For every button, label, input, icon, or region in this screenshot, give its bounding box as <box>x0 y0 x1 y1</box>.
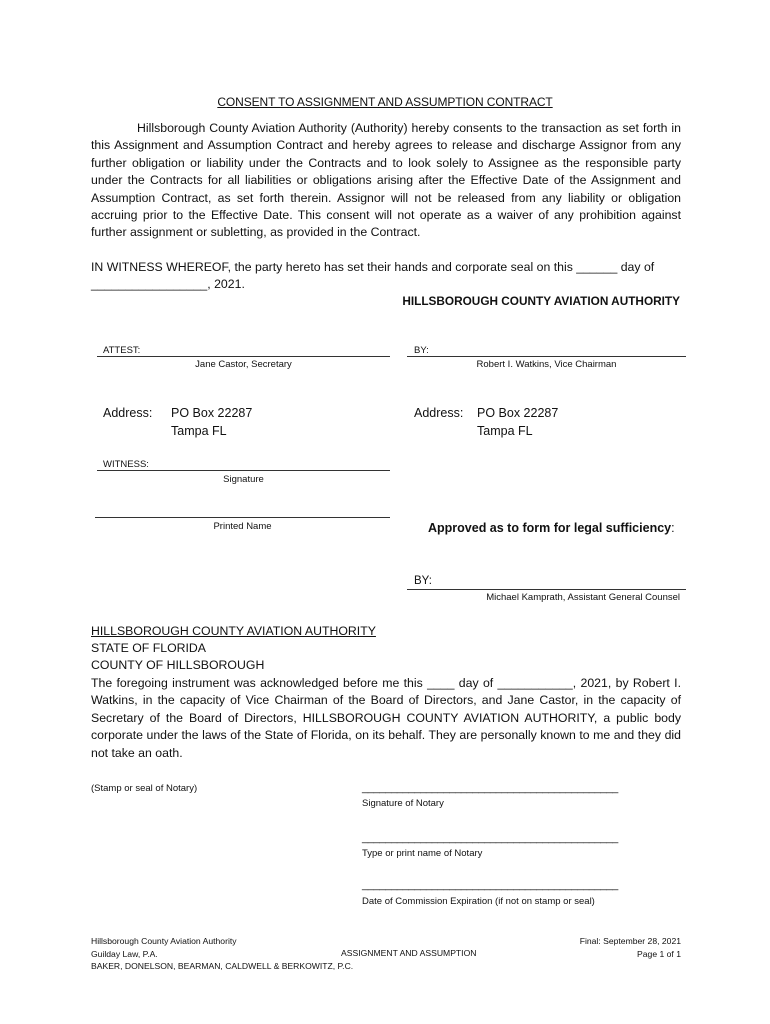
attest-name: Jane Castor, Secretary <box>195 359 292 370</box>
approved-as-to-form <box>428 521 675 535</box>
footer-left-line2: Guilday Law, P.A. <box>91 948 158 959</box>
witness-label: WITNESS: <box>103 459 149 470</box>
attest-signature-line <box>97 356 390 357</box>
by-label: BY: <box>414 345 429 356</box>
footer-center: ASSIGNMENT AND ASSUMPTION <box>341 948 477 958</box>
right-address-line2: Tampa FL <box>477 424 533 438</box>
notary-name-caption: Type or print name of Notary <box>362 848 483 859</box>
notary-county: COUNTY OF HILLSBOROUGH <box>91 658 265 672</box>
notary-state: STATE OF FLORIDA <box>91 641 207 655</box>
consent-paragraph <box>91 120 681 242</box>
footer-right-line1: Final: September 28, 2021 <box>579 936 681 946</box>
counsel-by-label: BY: <box>414 575 432 587</box>
attest-label: ATTEST: <box>103 345 141 356</box>
footer-left <box>91 935 353 973</box>
notary-name-blank: ____________________________________________ <box>362 832 618 844</box>
authority-name: HILLSBOROUGH COUNTY AVIATION AUTHORITY <box>402 294 680 308</box>
counsel-signature-line <box>407 589 686 590</box>
witness-signature-line <box>97 470 390 471</box>
left-address-label: Address: <box>103 406 153 420</box>
notary-signature-caption: Signature of Notary <box>362 798 444 809</box>
printed-name-line <box>95 517 390 518</box>
by-name: Robert I. Watkins, Vice Chairman <box>476 359 617 370</box>
notary-stamp-label: (Stamp or seal of Notary) <box>91 783 198 794</box>
footer-left-line1: Hillsborough County Aviation Authority <box>91 936 237 946</box>
approved-text: Approved as to form for legal sufficiency <box>428 521 672 535</box>
footer-left-line3: BAKER, DONELSON, BEARMAN, CALDWELL & BERKOWITZ, P.C. <box>91 961 354 971</box>
left-address-line1: PO Box 22287 <box>171 406 253 420</box>
witness-signature-caption: Signature <box>223 474 264 485</box>
right-address-line1: PO Box 22287 <box>477 406 559 420</box>
counsel-name: Michael Kamprath, Assistant General Counsel <box>486 592 680 603</box>
left-address-line2: Tampa FL <box>171 424 227 438</box>
witness-clause: IN WITNESS WHEREOF, the party hereto has set their hands and corporate seal on this ______ day of _________________, 2021. <box>91 260 655 292</box>
document-title: CONSENT TO ASSIGNMENT AND ASSUMPTION CONTRACT <box>217 95 553 109</box>
notary-expiration-caption: Date of Commission Expiration (if not on stamp or seal) <box>362 896 595 907</box>
by-signature-line <box>407 356 686 357</box>
notary-acknowledgment: The foregoing instrument was acknowledged before me this ____ day of ___________, 2021, by Robert I. Watkins, in the capacity of Vice Chairman of the Board of Directors, and Jane Castor, in the capacity of Secretary of the Board of Directors, HILLSBOROUGH COUNTY AVIATION AUTHORITY, a public body corporate under the laws of the State of Florida, on its behalf. They are personally known to me and they did not take an oath. <box>91 676 681 760</box>
footer-right <box>580 935 681 960</box>
notary-signature-blank: ____________________________________________ <box>362 782 618 794</box>
notary-expiration-blank: ____________________________________________ <box>362 879 618 891</box>
notary-authority-heading: HILLSBOROUGH COUNTY AVIATION AUTHORITY <box>91 624 376 638</box>
approved-colon: : <box>671 521 675 535</box>
consent-text: Hillsborough County Aviation Authority (Authority) hereby consents to the transaction as set forth in this Assignment and Assumption Contract and hereby agrees to release and discharge Assignor from any further obligation or liability under the Contracts and to look solely to Assignee as the responsible party under the Contracts for all liabilities or obligations arising after the Effective Date of the Assignment and Assumption Contract, as set forth therein. Assignor will not be released from any liability or obligation accruing prior to the Effective Date. This consent will not operate as a waiver of any prohibition against further assignment or subletting, as provided in the Contract. <box>91 121 681 240</box>
right-address-label: Address: <box>414 406 464 420</box>
printed-name-caption: Printed Name <box>213 521 272 532</box>
footer-right-line2: Page 1 of 1 <box>637 948 681 959</box>
